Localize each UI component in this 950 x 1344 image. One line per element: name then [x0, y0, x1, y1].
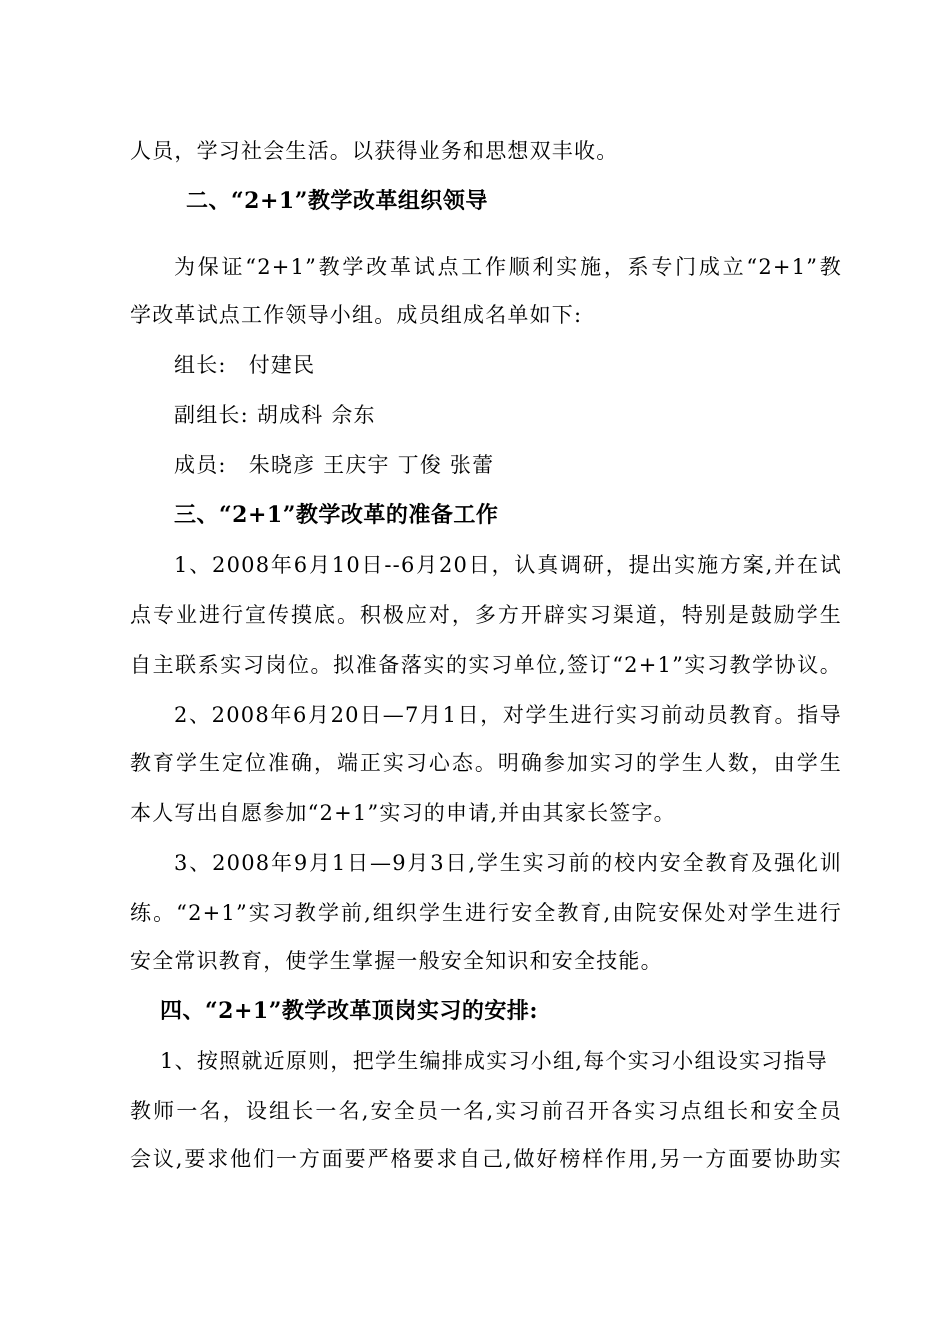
body-text-line: 自主联系实习岗位。拟准备落实的实习单位,签订“2+1”实习教学协议。: [130, 653, 842, 677]
body-text-line: 安全常识教育，使学生掌握一般安全知识和安全技能。: [130, 949, 663, 973]
section-heading-4: 四、“2+1”教学改革顶岗实习的安排:: [160, 998, 538, 1024]
member-row-members: [174, 450, 886, 480]
body-text-line: 1、2008年6月10日--6月20日，认真调研，提出实施方案,并在试: [174, 553, 842, 577]
body-text-line: 人员，学习社会生活。以获得业务和思想双丰收。: [130, 139, 619, 163]
member-row-deputy: [174, 400, 886, 430]
member-role-label: 组长:: [174, 353, 227, 377]
body-text-line: 1、按照就近原则，把学生编排成实习小组,每个实习小组设实习指导: [160, 1049, 828, 1073]
body-text-line: 教师一名，设组长一名,安全员一名,实习前召开各实习点组长和安全员: [130, 1099, 842, 1123]
body-text-line: 练。“2+1”实习教学前,组织学生进行安全教育,由院安保处对学生进行: [130, 901, 842, 925]
body-text-line: 为保证“2+1”教学改革试点工作顺利实施，系专门成立“2+1”教: [174, 255, 842, 279]
section-heading-3: 三、“2+1”教学改革的准备工作: [174, 502, 499, 528]
body-text-line: 学改革试点工作领导小组。成员组成名单如下:: [130, 303, 583, 327]
member-row-leader: [174, 350, 886, 380]
body-text-line: 会议,要求他们一方面要严格要求自己,做好榜样作用,另一方面要协助实: [130, 1147, 842, 1171]
section-heading-2: 二、“2+1”教学改革组织领导: [186, 188, 488, 214]
body-text-line: 3、2008年9月1日—9月3日,学生实习前的校内安全教育及强化训: [174, 851, 842, 875]
body-text-line: 本人写出自愿参加“2+1”实习的申请,并由其家长签字。: [130, 801, 676, 825]
body-text-line: 教育学生定位准确，端正实习心态。明确参加实习的学生人数，由学生: [130, 751, 842, 775]
member-names: 胡成科 佘东: [256, 403, 376, 427]
body-text-line: 点专业进行宣传摸底。积极应对，多方开辟实习渠道，特别是鼓励学生: [130, 603, 842, 627]
member-names: 付建民: [248, 353, 316, 377]
member-role-label: 副组长:: [174, 403, 249, 427]
body-text-line: 2、2008年6月20日—7月1日，对学生进行实习前动员教育。指导: [174, 703, 842, 727]
member-names: 朱晓彦 王庆宇 丁俊 张蕾: [248, 453, 495, 477]
member-role-label: 成员:: [174, 453, 227, 477]
